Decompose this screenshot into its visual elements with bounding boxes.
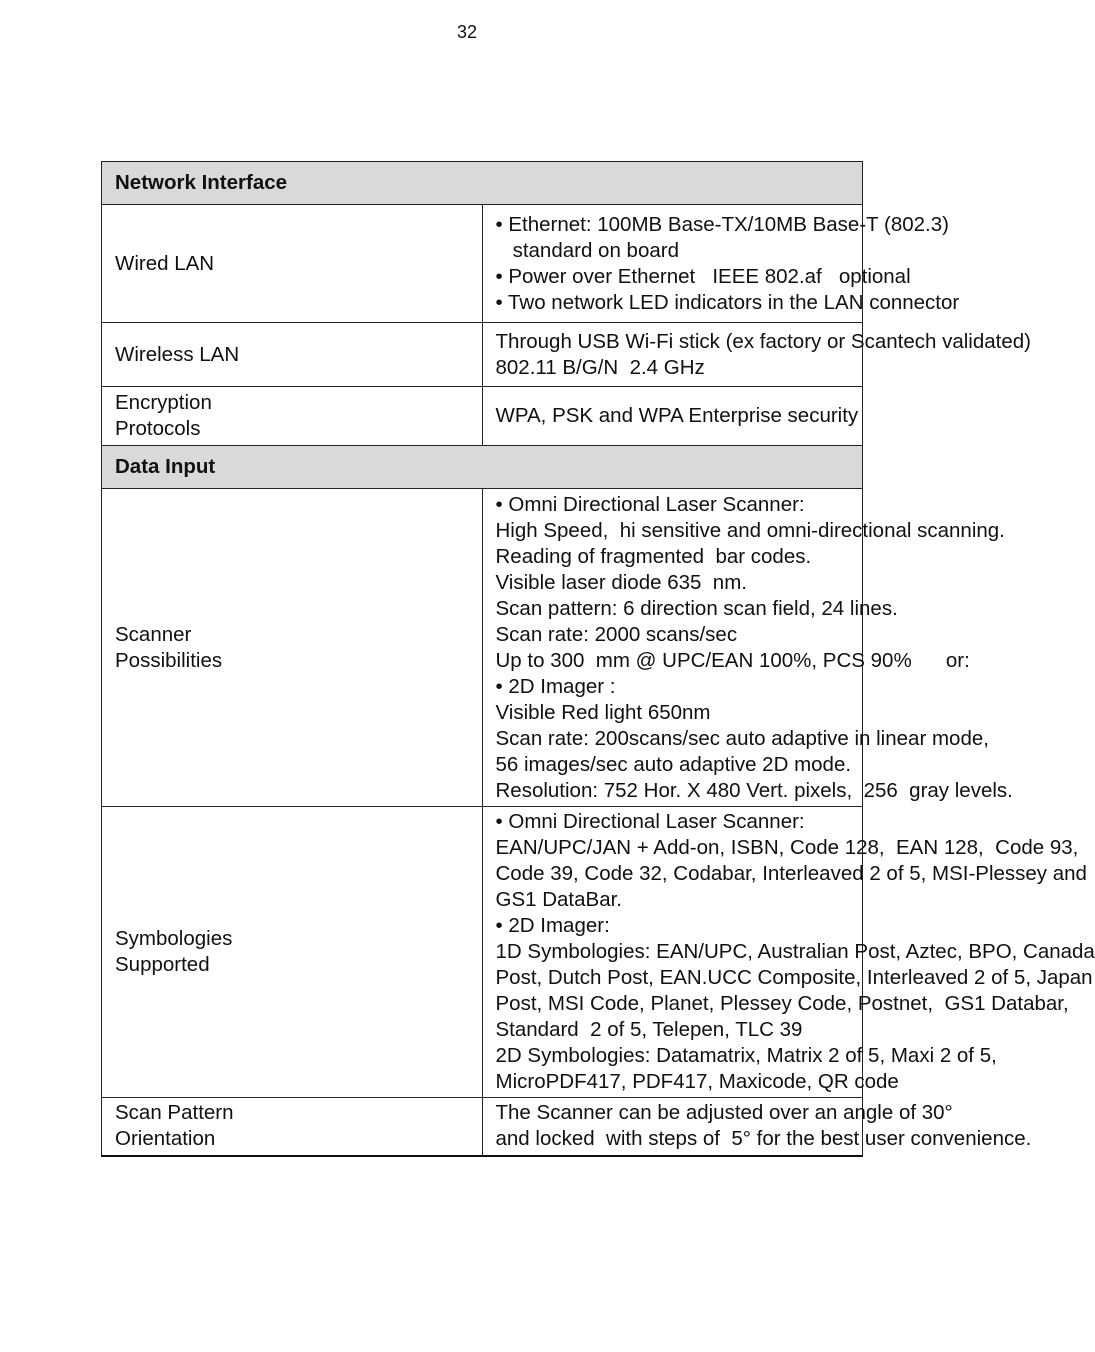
- value-line: Scan pattern: 6 direction scan field, 24 lines.: [495, 596, 898, 620]
- value-line: GS1 DataBar.: [495, 888, 622, 911]
- table-row: [102, 323, 863, 387]
- row-label: [102, 387, 483, 446]
- label-line: Encryption: [115, 391, 212, 414]
- value-line: EAN/UPC/JAN + Add-on, ISBN, Code 128, EAN 128, Code 93,: [495, 836, 1079, 859]
- section-header-row: [102, 446, 863, 489]
- value-line: 56 images/sec auto adaptive 2D mode.: [495, 752, 852, 776]
- table-row: [102, 807, 863, 1098]
- label-line: Scan Pattern: [115, 1101, 234, 1125]
- value-line: The Scanner can be adjusted over an angle of 30°: [495, 1101, 953, 1125]
- value-line: Up to 300 mm @ UPC/EAN 100%, PCS 90% or:: [495, 648, 970, 672]
- value-line: Scan rate: 2000 scans/sec: [495, 622, 738, 646]
- value-line: 802.11 B/G/N 2.4 GHz: [495, 355, 705, 379]
- value-line: • Omni Directional Laser Scanner:: [495, 492, 805, 516]
- row-value: [482, 205, 960, 323]
- label-line: Symbologies: [115, 927, 233, 950]
- row-label: [102, 807, 483, 1098]
- label-line: Possibilities: [115, 648, 223, 672]
- value-line: • 2D Imager :: [495, 674, 616, 698]
- row-value: [482, 807, 1095, 1098]
- value-line: • Omni Directional Laser Scanner:: [495, 810, 805, 833]
- label-line: Supported: [115, 953, 210, 976]
- value-line: • Two network LED indicators in the LAN connector: [495, 290, 960, 314]
- table-row: [102, 489, 863, 807]
- value-line: Post, Dutch Post, EAN.UCC Composite, Interleaved 2 of 5, Japan: [495, 966, 1093, 989]
- label-line: Wireless LAN: [115, 342, 240, 366]
- value-line: Reading of fragmented bar codes.: [495, 544, 812, 568]
- value-line: Post, MSI Code, Planet, Plessey Code, Postnet, GS1 Databar,: [495, 992, 1069, 1015]
- value-line: Resolution: 752 Hor. X 480 Vert. pixels, 256 gray levels.: [495, 778, 1013, 802]
- value-line: • Ethernet: 100MB Base-TX/10MB Base-T (802.3): [495, 212, 949, 236]
- value-line: and locked with steps of 5° for the best user convenience.: [495, 1127, 1032, 1151]
- row-value: [482, 387, 863, 446]
- spec-table: [101, 161, 1095, 1157]
- table-row: [102, 205, 863, 323]
- value-line: WPA, PSK and WPA Enterprise security: [495, 404, 859, 427]
- table-row: [102, 387, 863, 446]
- row-value: [482, 489, 1013, 807]
- value-line: Visible Red light 650nm: [495, 700, 711, 724]
- value-line: 2D Symbologies: Datamatrix, Matrix 2 of 5, Maxi 2 of 5,: [495, 1044, 997, 1067]
- value-line: • Power over Ethernet IEEE 802.af optional: [495, 264, 911, 288]
- value-line: Through USB Wi-Fi stick (ex factory or Scantech validated): [495, 329, 1031, 353]
- label-line: Protocols: [115, 417, 201, 440]
- section-header-row: [102, 162, 863, 205]
- label-line: Wired LAN: [115, 251, 215, 275]
- row-value: [482, 1098, 1032, 1156]
- value-line: MicroPDF417, PDF417, Maxicode, QR code: [495, 1070, 899, 1093]
- value-line: Scan rate: 200scans/sec auto adaptive in linear mode,: [495, 726, 989, 750]
- section-title: Data Input: [102, 446, 863, 489]
- row-label: [102, 1098, 483, 1156]
- value-line: Standard 2 of 5, Telepen, TLC 39: [495, 1018, 803, 1041]
- row-label: [102, 205, 483, 323]
- value-line: Code 39, Code 32, Codabar, Interleaved 2 of 5, MSI-Plessey and: [495, 862, 1087, 885]
- row-label: [102, 323, 483, 387]
- label-line: Scanner: [115, 622, 192, 646]
- value-line: Visible laser diode 635 nm.: [495, 570, 747, 594]
- section-title: Network Interface: [102, 162, 863, 205]
- table-row: [102, 1098, 863, 1156]
- label-line: Orientation: [115, 1127, 216, 1151]
- value-line: • 2D Imager:: [495, 914, 610, 937]
- value-line: 1D Symbologies: EAN/UPC, Australian Post, Aztec, BPO, Canada: [495, 940, 1095, 963]
- page-number: 32: [456, 22, 478, 42]
- value-line: standard on board: [495, 238, 679, 262]
- row-label: [102, 489, 483, 807]
- value-line: High Speed, hi sensitive and omni-directional scanning.: [495, 518, 1005, 542]
- row-value: [482, 323, 1031, 387]
